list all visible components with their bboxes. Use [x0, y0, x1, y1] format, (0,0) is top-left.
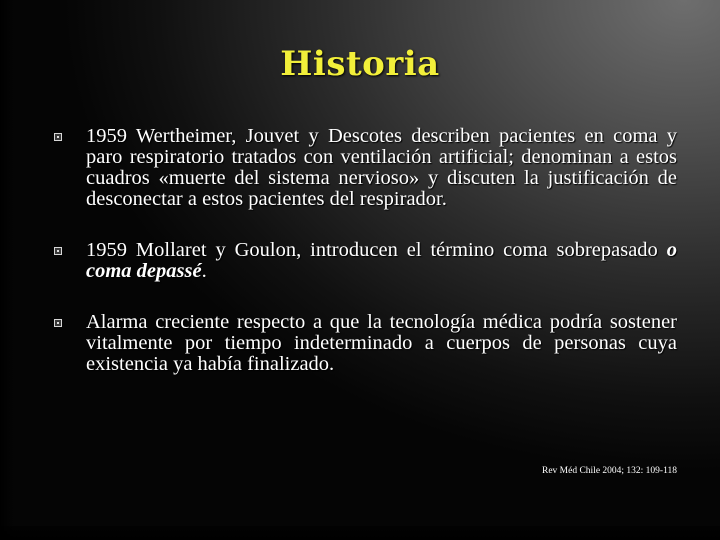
bullet-text-3: Alarma creciente respecto a que la tecnología médica podría sostener vitalmente por tiempo indeterminado a cuerpos de personas cuya existencia ya había finalizado. [86, 311, 677, 375]
bullet-item-2 [52, 240, 677, 282]
bullet-list [52, 126, 677, 375]
bullet-item-3 [52, 312, 677, 375]
slide-title: Historia [280, 44, 440, 84]
bullet-emphasis-text: o coma depassé [86, 239, 677, 282]
bottom-shadow-band [0, 526, 720, 540]
bullet-text-2: 1959 Mollaret y Goulon, introducen el término coma sobrepasado [86, 239, 667, 261]
bullet-item-1 [52, 126, 677, 210]
citation-footnote: Rev Méd Chile 2004; 132: 109-118 [541, 466, 677, 476]
bullet-text-2-tail: . [201, 260, 207, 282]
square-bullet-icon [54, 133, 62, 141]
bullet-text-1: 1959 Wertheimer, Jouvet y Descotes describen pacientes en coma y paro respiratorio tratados con ventilación artificial; denominan a estos cuadros «muerte del sistema nervioso» y discuten la justificación de desconectar a estos pacientes del respirador. [86, 125, 677, 210]
square-bullet-icon [54, 319, 62, 327]
square-bullet-icon [54, 247, 62, 255]
